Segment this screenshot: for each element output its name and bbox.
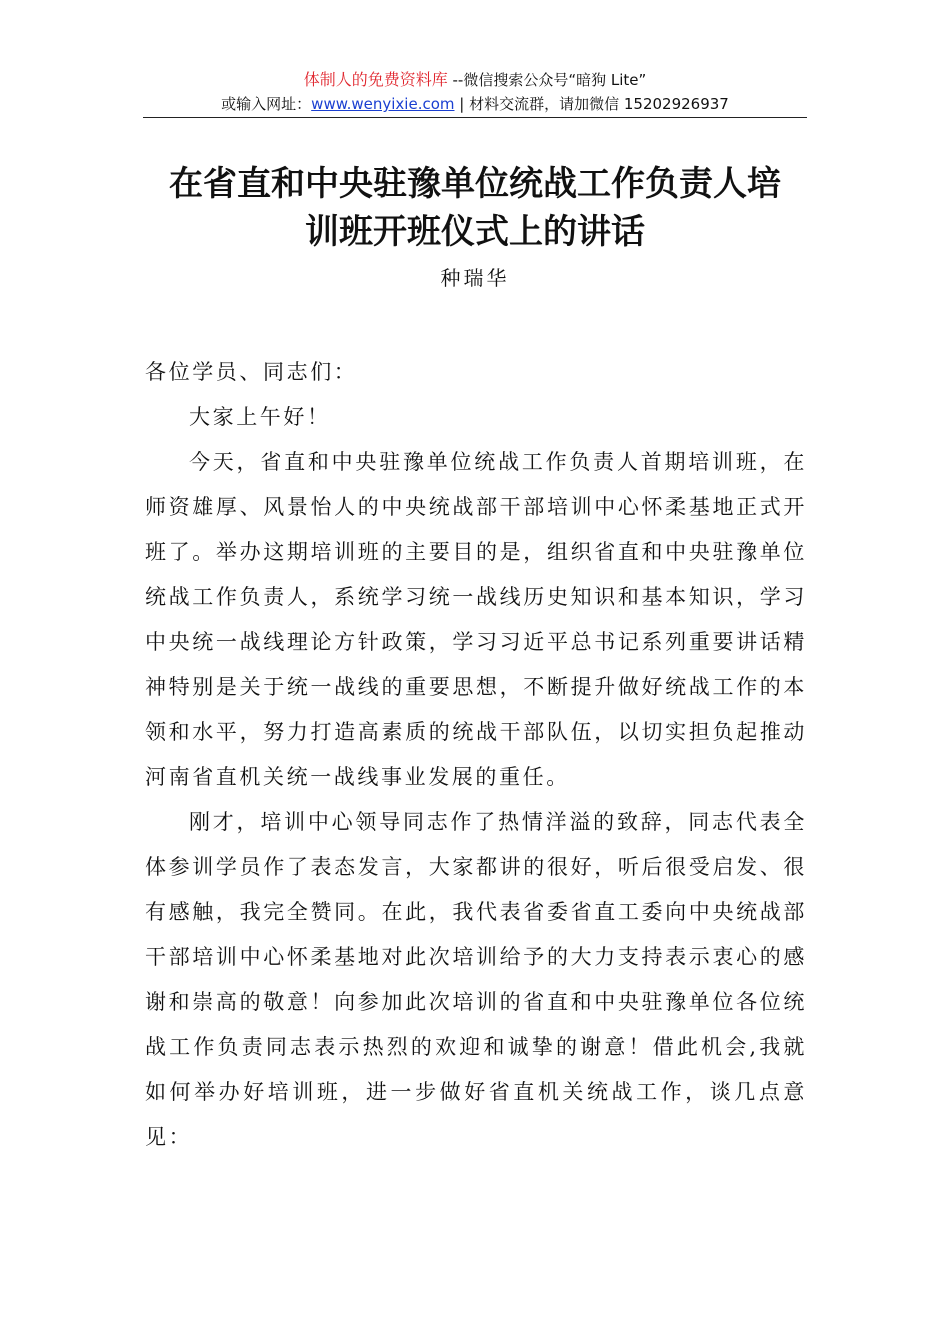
paragraph-purpose: 今天，省直和中央驻豫单位统战工作负责人首期培训班，在师资雄厚、风景怡人的中央统战部干部培训中心怀柔基地正式开班了。举办这期培训班的主要目的是，组织省直和中央驻豫单位统战工作负责人，系统学习统一战线历史知识和基本知识，学习中央统一战线理论方针政策，学习习近平总书记系列重要讲话精神特别是关于统一战线的重要思想，不断提升做好统战工作的本领和水平，努力打造高素质的统战干部队伍，以切实担负起推动河南省直机关统一战线事业发展的重任。 bbox=[145, 450, 807, 789]
header-banner bbox=[0, 70, 950, 90]
brand-name[interactable]: 体制人的免费资料库 bbox=[303, 70, 448, 89]
header-contact-line bbox=[0, 94, 950, 114]
website-link[interactable]: www.wenyixie.com bbox=[311, 95, 455, 113]
contact-info: | 材料交流群，请加微信 15202926937 bbox=[454, 95, 729, 113]
header-divider bbox=[143, 117, 807, 118]
title-line-2: 训班开班仪式上的讲话 bbox=[305, 212, 645, 252]
document-title bbox=[120, 160, 830, 256]
paragraph-greeting: 大家上午好！ bbox=[189, 405, 331, 429]
url-prefix: 或输入网址： bbox=[221, 95, 312, 113]
author-name: 种瑞华 bbox=[440, 266, 510, 290]
salutation: 各位学员、同志们： bbox=[145, 360, 358, 384]
brand-suffix: --微信搜索公众号“暗狗 Lite” bbox=[447, 71, 647, 89]
document-body bbox=[145, 350, 807, 1160]
paragraph-thanks: 刚才，培训中心领导同志作了热情洋溢的致辞，同志代表全体参训学员作了表态发言，大家都讲的很好，听后很受启发、很有感触，我完全赞同。在此，我代表省委省直工委向中央统战部干部培训中心怀柔基地对此次培训给予的大力支持表示衷心的感谢和崇高的敬意！向参加此次培训的省直和中央驻豫单位各位统战工作负责同志表示热烈的欢迎和诚挚的谢意！借此机会,我就如何举办好培训班，进一步做好省直机关统战工作，谈几点意见： bbox=[145, 810, 807, 1149]
title-line-1: 在省直和中央驻豫单位统战工作负责人培 bbox=[169, 164, 781, 204]
